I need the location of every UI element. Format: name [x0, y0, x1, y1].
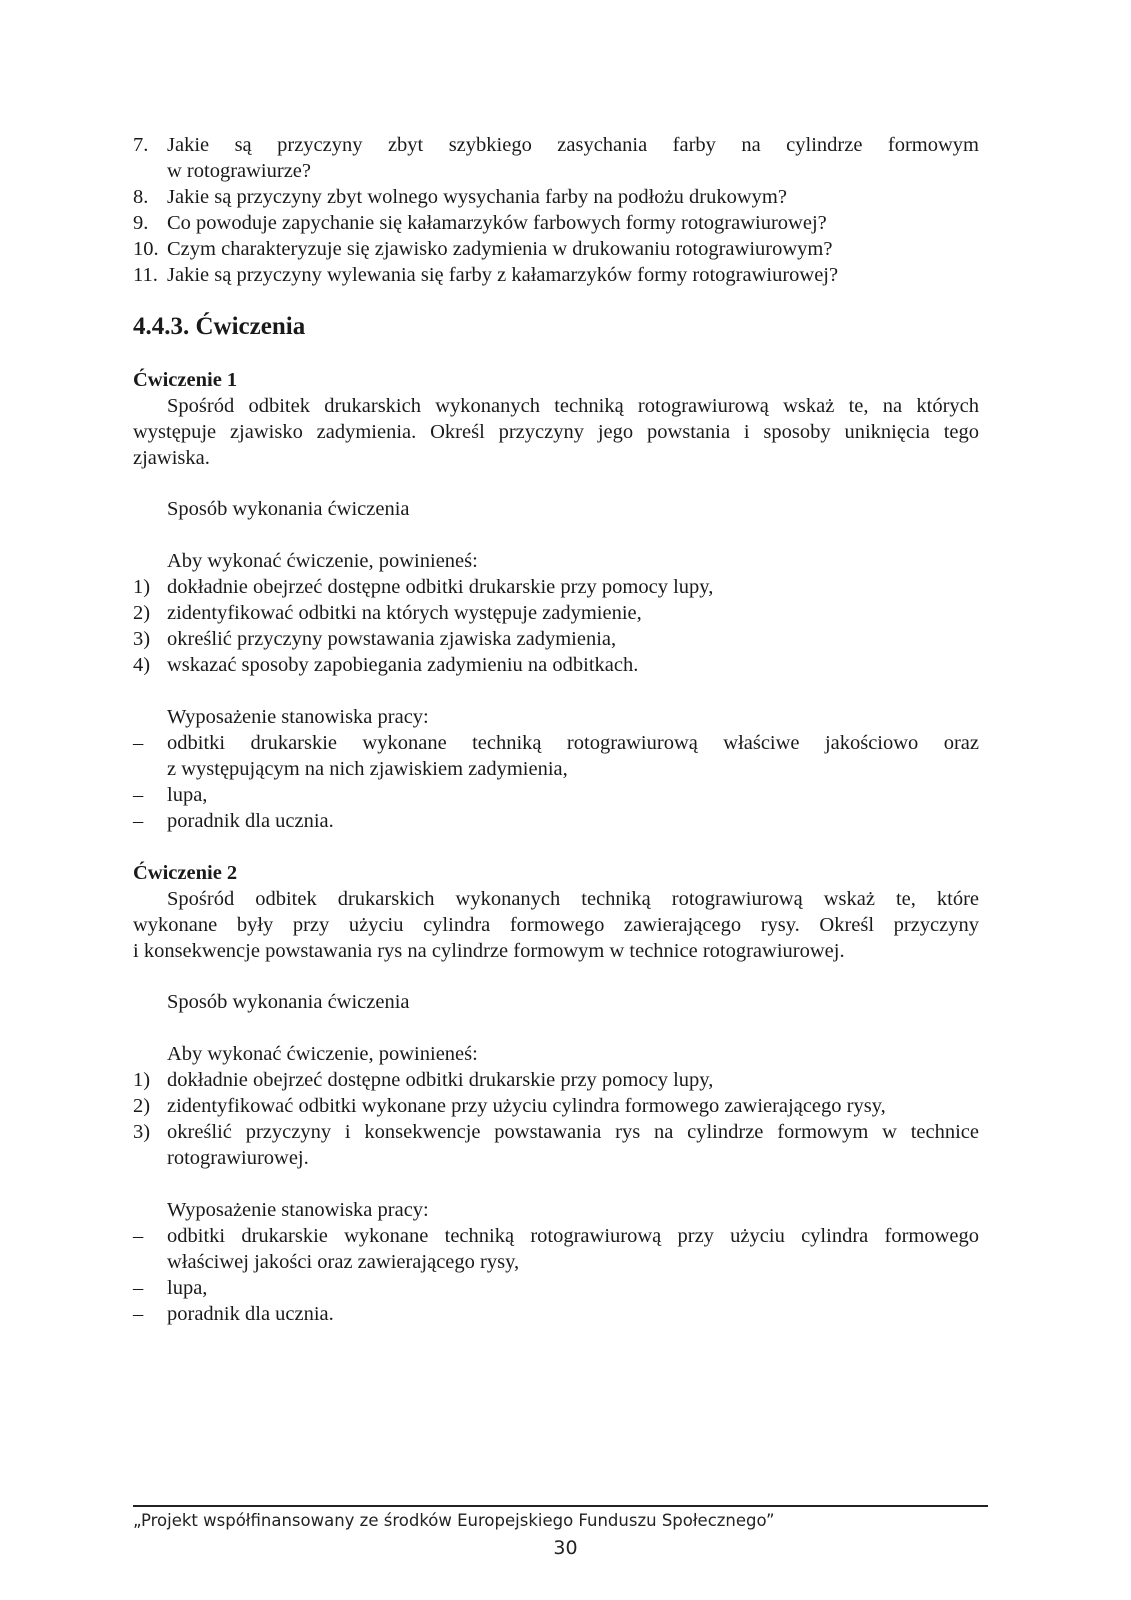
step-text: zidentyfikować odbitki na których występuje zadymienie,	[167, 602, 642, 624]
step-number: 2)	[133, 602, 151, 624]
question-number: 10.	[133, 238, 159, 260]
equipment-text-cont: właściwej jakości oraz zawierającego rysy,	[167, 1251, 520, 1273]
exercise-2-method-label: Sposób wykonania ćwiczenia	[167, 991, 410, 1013]
exercise-1-desc-line: Spośród odbitek drukarskich wykonanych techniką rotograwiurową wskaż te, na których	[167, 395, 979, 417]
question-text: Jakie są przyczyny wylewania się farby z kałamarzyków formy rotograwiurowej?	[167, 264, 839, 286]
question-text: Jakie są przyczyny zbyt wolnego wysychania farby na podłożu drukowym?	[167, 186, 787, 208]
step-number: 3)	[133, 1121, 151, 1143]
step-number: 1)	[133, 576, 151, 598]
section-heading: 4.4.3. Ćwiczenia	[133, 313, 306, 340]
exercise-1-equipment-label: Wyposażenie stanowiska pracy:	[167, 706, 429, 728]
exercise-1-desc-line: występuje zjawisko zadymienia. Określ przyczyny jego powstania i sposoby uniknięcia tego	[133, 421, 979, 443]
exercise-1-steps-intro: Aby wykonać ćwiczenie, powinieneś:	[167, 550, 478, 572]
exercise-1-desc-line: zjawiska.	[133, 447, 210, 469]
exercise-2-desc-line: i konsekwencje powstawania rys na cylindrze formowym w technice rotograwiurowej.	[133, 940, 845, 962]
question-number: 9.	[133, 212, 149, 234]
step-text: zidentyfikować odbitki wykonane przy użyciu cylindra formowego zawierającego rysy,	[167, 1095, 886, 1117]
step-text: dokładnie obejrzeć dostępne odbitki drukarskie przy pomocy lupy,	[167, 576, 714, 598]
question-number: 8.	[133, 186, 149, 208]
equipment-text: lupa,	[167, 1277, 208, 1299]
equipment-text: poradnik dla ucznia.	[167, 1303, 334, 1325]
equipment-text: lupa,	[167, 784, 208, 806]
step-number: 4)	[133, 654, 151, 676]
dash-bullet-icon: –	[133, 810, 144, 832]
dash-bullet-icon: –	[133, 784, 144, 806]
equipment-text-cont: z występującym na nich zjawiskiem zadymienia,	[167, 758, 568, 780]
question-text: Jakie są przyczyny zbyt szybkiego zasychania farby na cylindrze formowym	[167, 134, 979, 156]
dash-bullet-icon: –	[133, 732, 144, 754]
step-text: określić przyczyny powstawania zjawiska zadymienia,	[167, 628, 617, 650]
exercise-1-title: Ćwiczenie 1	[133, 369, 238, 391]
footer-text: „Projekt współfinansowany ze środków Europejskiego Funduszu Społecznego”	[133, 1511, 775, 1530]
exercise-2-desc-line: Spośród odbitek drukarskich wykonanych techniką rotograwiurową wskaż te, które	[167, 888, 979, 910]
equipment-text: odbitki drukarskie wykonane techniką rotograwiurową właściwe jakościowo oraz	[167, 732, 979, 754]
exercise-2-steps-intro: Aby wykonać ćwiczenie, powinieneś:	[167, 1043, 478, 1065]
question-number: 11.	[133, 264, 158, 286]
question-text: Czym charakteryzuje się zjawisko zadymienia w drukowaniu rotograwiurowym?	[167, 238, 833, 260]
step-number: 1)	[133, 1069, 151, 1091]
equipment-text: poradnik dla ucznia.	[167, 810, 334, 832]
exercise-2-title: Ćwiczenie 2	[133, 862, 238, 884]
dash-bullet-icon: –	[133, 1225, 144, 1247]
question-number: 7.	[133, 134, 149, 156]
question-text-cont: w rotograwiurze?	[167, 160, 312, 182]
exercise-2-equipment-label: Wyposażenie stanowiska pracy:	[167, 1199, 429, 1221]
equipment-text: odbitki drukarskie wykonane techniką rotograwiurową przy użyciu cylindra formowego	[167, 1225, 979, 1247]
step-number: 3)	[133, 628, 151, 650]
step-number: 2)	[133, 1095, 151, 1117]
step-text: dokładnie obejrzeć dostępne odbitki drukarskie przy pomocy lupy,	[167, 1069, 714, 1091]
step-text: określić przyczyny i konsekwencje powstawania rys na cylindrze formowym w technice	[167, 1121, 979, 1143]
exercise-2-desc-line: wykonane były przy użyciu cylindra formowego zawierającego rysy. Określ przyczyny	[133, 914, 979, 936]
page-number: 30	[553, 1537, 578, 1559]
dash-bullet-icon: –	[133, 1277, 144, 1299]
exercise-1-method-label: Sposób wykonania ćwiczenia	[167, 498, 410, 520]
step-text-cont: rotograwiurowej.	[167, 1147, 309, 1169]
question-text: Co powoduje zapychanie się kałamarzyków farbowych formy rotograwiurowej?	[167, 212, 827, 234]
footer-divider	[133, 1505, 988, 1507]
dash-bullet-icon: –	[133, 1303, 144, 1325]
step-text: wskazać sposoby zapobiegania zadymieniu na odbitkach.	[167, 654, 639, 676]
